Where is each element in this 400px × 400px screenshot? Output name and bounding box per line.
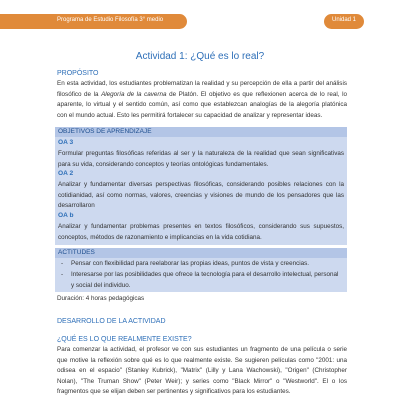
actitudes-heading: ACTITUDES: [58, 249, 95, 256]
duration-text: Duración: 4 horas pedagógicas: [57, 295, 145, 302]
page-title: Actividad 1: ¿Qué es lo real?: [135, 51, 265, 62]
actitudes-box: [55, 248, 347, 292]
objetivos-header: [55, 127, 347, 137]
desarrollo-subheading: ¿QUÉ ES LO QUE REALMENTE EXISTE?: [57, 336, 192, 343]
proposito-heading: PROPÓSITO: [57, 70, 99, 77]
oa-code: OA 2: [58, 170, 74, 177]
desarrollo-text: Para comenzar la actividad, el profesor ve con sus estudiantes un fragmento de una película o serie que motive la reflexión sobre qué es lo que realmente existe. Se sugieren películas como "2001: una odisea en el espacio" (Stanley Kubrick), "Matrix" (Lilly y Lana Wachowski), "Origen" (Christopher Nolan), "The Truman Show" (Peter Weir); y series como "Black Mirror" o "Westworld". El o los fragmentos que se elijan deben ser pertinentes y significativos para los estudiantes.: [57, 346, 347, 396]
desarrollo-heading: DESARROLLO DE LA ACTIVIDAD: [57, 318, 166, 325]
oa-text: Analizar y fundamentar problemas presentes en textos filosóficos, considerando sus supuestos, conceptos, métodos de razonamiento e implicancias en la vida cotidiana.: [58, 223, 344, 241]
program-label: Programa de Estudio Filosofía 3° medio: [57, 17, 164, 23]
oa-text: Formular preguntas filosóficas referidas al ser y la naturaleza de la realidad que sean significativas para su vida, considerando conceptos y teorías ontológicas fundamentales.: [58, 150, 344, 168]
actitud-item: - Interesarse por las posibilidades que ofrece la tecnología para el desarrollo intelectual, personal y social del individuo.: [61, 271, 339, 289]
unit-tab: [324, 14, 364, 29]
objetivos-heading: OBJETIVOS DE APRENDIZAJE: [58, 128, 152, 135]
program-tab: [0, 14, 187, 29]
proposito-text: En esta actividad, los estudiantes problematizan la realidad y su percepción de ella a partir del análisis filosófico de la Alegoría de la caverna de Platón. El objetivo es que reflexionen acerca de lo real, lo aparente, lo virtual y el sentido común, así como que establezcan analogías de la alegoría platónica con el mundo actual. Esto les permitirá fortalecer su capacidad de analizar y representar ideas.: [57, 80, 348, 119]
bullet-icon: -: [61, 271, 64, 278]
work-title: Alegoría de la caverna: [101, 90, 167, 98]
oa-text: Analizar y fundamentar diversas perspectivas filosóficas, considerando posibles relaciones con la cotidianidad, así como normas, valores, creencias y visiones de mundo de los pensadores que las desarrollaron: [58, 181, 344, 210]
actitud-item: - Pensar con flexibilidad para reelaborar las propias ideas, puntos de vista y creencias.: [71, 259, 341, 270]
oa-code: OA 3: [58, 139, 74, 146]
unit-label: Unidad 1: [331, 17, 357, 23]
objetivos-box: [55, 127, 347, 245]
actitudes-header: [55, 248, 347, 258]
page-header: [0, 0, 400, 37]
oa-code: OA b: [58, 212, 74, 219]
bullet-icon: -: [61, 260, 64, 267]
